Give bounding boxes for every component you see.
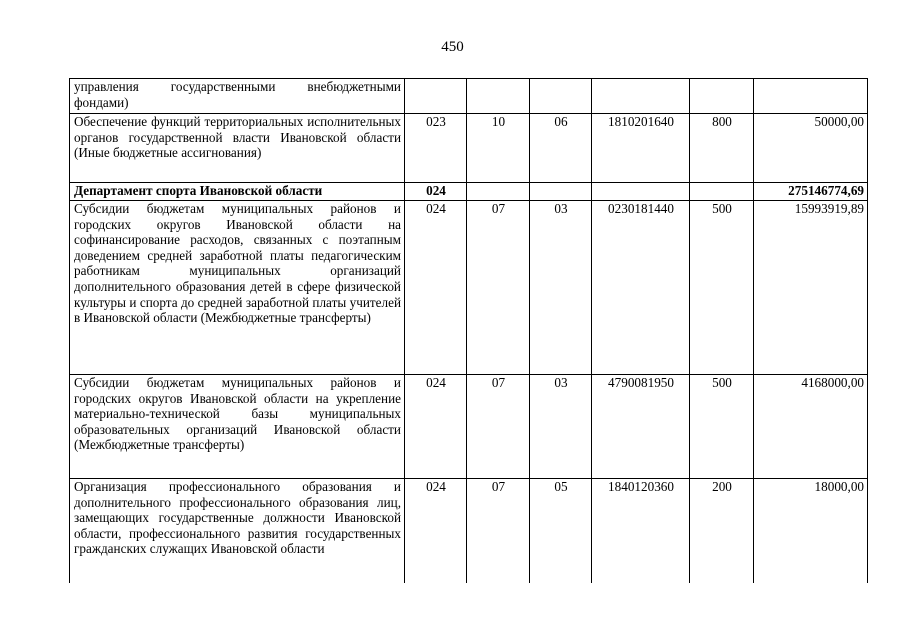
expense-type-code [690, 183, 754, 201]
amount-cell [754, 79, 868, 114]
row-name: Субсидии бюджетам муниципальных районов и городских округов Ивановской области на укрепление материально-технической базы муниципальных образовательных организаций Ивановской области (Межбюджетные трансферты) [70, 375, 405, 479]
table-row [70, 201, 868, 375]
target-article-code: 1810201640 [592, 114, 690, 183]
table-row [70, 114, 868, 183]
section-code: 07 [467, 375, 530, 479]
subsection-code [530, 79, 592, 114]
table-row [70, 375, 868, 479]
row-name: управления государственными внебюджетными фондами) [70, 79, 405, 114]
section-code: 10 [467, 114, 530, 183]
ministry-code: 024 [405, 201, 467, 375]
subsection-code: 03 [530, 201, 592, 375]
department-total: 275146774,69 [754, 183, 868, 201]
page-number: 450 [441, 39, 464, 55]
target-article-code: 4790081950 [592, 375, 690, 479]
section-code: 07 [467, 479, 530, 583]
section-code: 07 [467, 201, 530, 375]
ministry-code: 024 [405, 183, 467, 201]
table-row [70, 79, 868, 114]
amount-cell: 4168000,00 [754, 375, 868, 479]
ministry-code: 024 [405, 479, 467, 583]
ministry-code: 023 [405, 114, 467, 183]
target-article-code: 1840120360 [592, 479, 690, 583]
expense-type-code: 500 [690, 201, 754, 375]
department-name: Департамент спорта Ивановской области [70, 183, 405, 201]
subsection-code: 03 [530, 375, 592, 479]
ministry-code: 024 [405, 375, 467, 479]
department-row [70, 183, 868, 201]
target-article-code [592, 183, 690, 201]
amount-cell: 15993919,89 [754, 201, 868, 375]
budget-table [69, 78, 868, 583]
amount-cell: 50000,00 [754, 114, 868, 183]
row-name: Организация профессионального образования и дополнительного профессионального образования лиц, замещающих государственные должности Ивановской области, профессионального развития государственных гражданских служащих Ивановской области [70, 479, 405, 583]
target-article-code: 0230181440 [592, 201, 690, 375]
section-code [467, 79, 530, 114]
subsection-code [530, 183, 592, 201]
expense-type-code: 500 [690, 375, 754, 479]
row-name: Субсидии бюджетам муниципальных районов и городских округов Ивановской области на софинансирование расходов, связанных с поэтапным доведением средней заработной платы педагогическим работникам муниципальных организаций дополнительного образования детей в сфере физической культуры и спорта до средней заработной платы учителей в Ивановской области (Межбюджетные трансферты) [70, 201, 405, 375]
expense-type-code [690, 79, 754, 114]
amount-cell: 18000,00 [754, 479, 868, 583]
table-row [70, 479, 868, 583]
subsection-code: 05 [530, 479, 592, 583]
target-article-code [592, 79, 690, 114]
row-name: Обеспечение функций территориальных исполнительных органов государственной власти Ивановской области (Иные бюджетные ассигнования) [70, 114, 405, 183]
expense-type-code: 800 [690, 114, 754, 183]
section-code [467, 183, 530, 201]
ministry-code [405, 79, 467, 114]
subsection-code: 06 [530, 114, 592, 183]
expense-type-code: 200 [690, 479, 754, 583]
